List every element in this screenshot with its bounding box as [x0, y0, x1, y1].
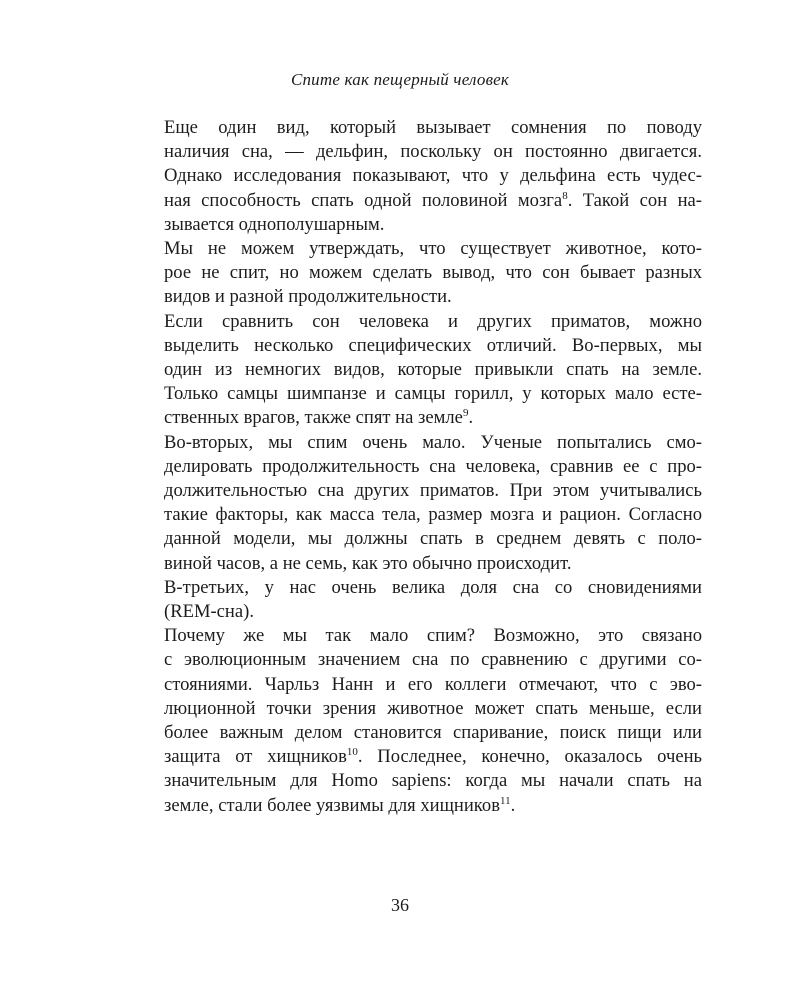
- paragraph-4: [134, 431, 702, 576]
- text-line: Еще один вид, который вызывает сомнения по поводу: [164, 117, 702, 138]
- paragraph-6: [134, 624, 702, 818]
- paragraph-2: [134, 237, 702, 310]
- text-line: делировать продолжительность сна человека, сравнив ее с про-: [164, 455, 702, 477]
- text-line: наличия сна, — дельфин, поскольку он постоянно двигается.: [164, 141, 702, 163]
- text-line: выделить несколько специфических отличий. Во-первых, мы: [164, 334, 702, 356]
- text-line: Почему же мы так мало спим? Возможно, это связано: [164, 625, 702, 647]
- text-fragment: земле, стали более уязвимы для хищников: [164, 794, 500, 816]
- running-head-title: Спите как пещерный человек: [290, 70, 510, 89]
- text-line: люционной точки зрения животное может спать меньше, если: [164, 697, 702, 719]
- text-fragment: . Последнее, конечно, оказалось очень: [357, 746, 703, 768]
- text-fragment: .: [510, 794, 516, 816]
- text-line: один из немногих видов, которые привыкли спать на земле.: [164, 359, 702, 381]
- text-line: с эволюционным значением сна по сравнению с другими со-: [164, 649, 702, 671]
- footnote-ref-11[interactable]: 11: [499, 794, 511, 807]
- footnote-ref-8[interactable]: 8: [562, 189, 568, 202]
- text-line: зывается однополушарным.: [164, 213, 385, 235]
- text-line: значительным для Homo sapiens: когда мы начали спать на: [164, 770, 702, 792]
- footnote-ref-9[interactable]: 9: [462, 407, 469, 420]
- text-line: Мы не можем утверждать, что существует животное, кото-: [164, 238, 702, 260]
- text-line: такие факторы, как масса тела, размер мозга и рацион. Согласно: [164, 504, 702, 526]
- text-line: Во-вторых, мы спим очень мало. Ученые попытались смо-: [164, 431, 702, 453]
- text-line: [134, 406, 702, 430]
- text-line: виной часов, а не семь, как это обычно происходит.: [164, 552, 572, 574]
- text-fragment: . Такой сон на-: [567, 189, 702, 211]
- paragraph-1: [134, 116, 702, 237]
- text-line: [134, 189, 702, 213]
- text-line: (REM-сна).: [164, 601, 254, 623]
- text-fragment: ная способность спать одной половиной мозга: [164, 189, 563, 211]
- text-line: данной модели, мы должны спать в среднем девять с поло-: [164, 528, 702, 550]
- text-line: более важным делом становится спаривание, поиск пищи или: [164, 722, 702, 744]
- text-line: [134, 745, 702, 769]
- text-line: видов и разной продолжительности.: [164, 286, 452, 308]
- paragraph-3: [134, 310, 702, 431]
- paragraph-5: [134, 576, 702, 624]
- footnote-ref-10[interactable]: 10: [346, 746, 358, 759]
- text-fragment: ственных врагов, также спят на земле: [164, 407, 463, 429]
- text-line: рое не спит, но можем сделать вывод, что сон бывает разных: [164, 262, 702, 284]
- page-body: [134, 116, 702, 818]
- text-line: стояниями. Чарльз Нанн и его коллеги отмечают, что с эво-: [164, 673, 702, 695]
- text-line: должительностью сна других приматов. При этом учитывались: [164, 480, 702, 502]
- text-line: Однако исследования показывают, что у дельфина есть чудес-: [164, 165, 702, 187]
- page-number: 36: [391, 895, 409, 915]
- text-fragment: .: [468, 407, 474, 429]
- text-line: Если сравнить сон человека и других приматов, можно: [164, 310, 702, 332]
- text-line: В-третьих, у нас очень велика доля сна со сновидениями: [164, 576, 702, 598]
- text-line: Только самцы шимпанзе и самцы горилл, у которых мало есте-: [164, 383, 702, 405]
- text-fragment: защита от хищников: [164, 746, 347, 768]
- text-line: [134, 794, 702, 818]
